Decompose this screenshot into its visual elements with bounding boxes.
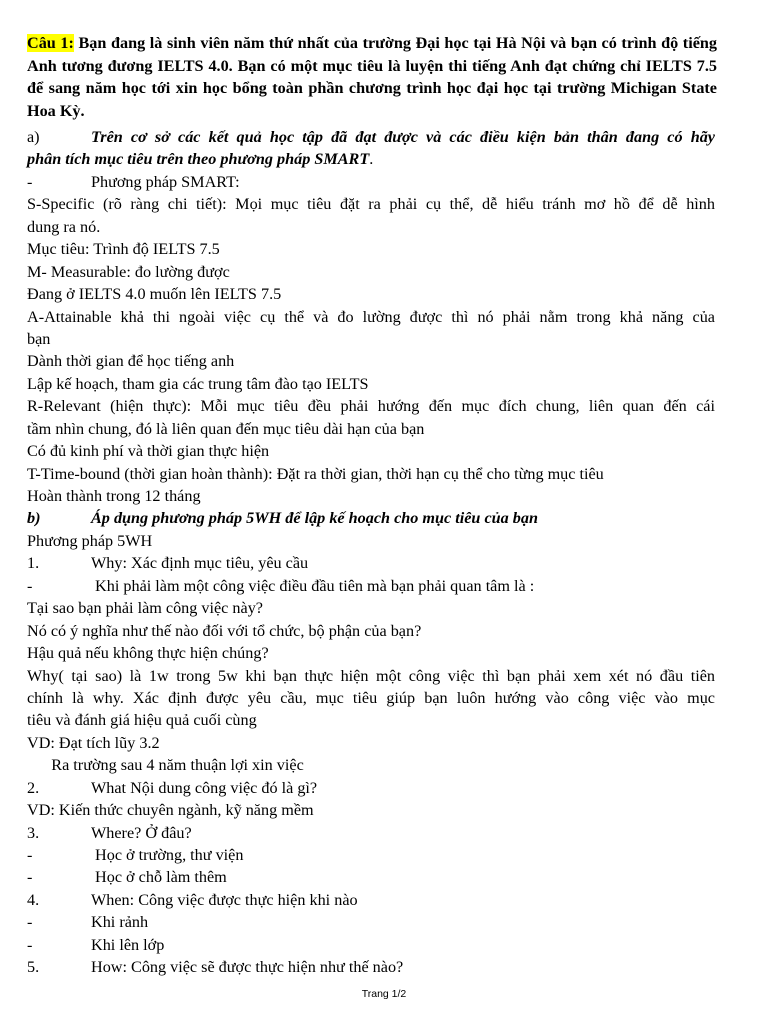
text-line bbox=[27, 687, 715, 709]
text-line bbox=[27, 126, 715, 148]
line-text: T-Time-bound (thời gian hoàn thành): Đặt ra thời gian, thời hạn cụ thể cho từng mục tiêu bbox=[27, 464, 604, 483]
line-text: When: Công việc được thực hiện khi nào bbox=[91, 890, 358, 909]
line-text: bạn bbox=[27, 329, 51, 348]
text-line bbox=[27, 642, 715, 664]
line-text: Where? Ở đâu? bbox=[91, 823, 192, 842]
line-text: Lập kế hoạch, tham gia các trung tâm đào tạo IELTS bbox=[27, 374, 369, 393]
text-line bbox=[27, 665, 715, 687]
text-line bbox=[27, 216, 715, 238]
line-text: Nó có ý nghĩa như thế nào đối với tổ chức, bộ phận của bạn? bbox=[27, 621, 422, 640]
answer-body bbox=[27, 126, 715, 979]
text-line bbox=[27, 328, 715, 350]
list-marker: - bbox=[27, 576, 33, 595]
list-marker: 2. bbox=[27, 778, 40, 797]
line-text: S-Specific (rõ ràng chi tiết): Mọi mục tiêu đặt ra phải cụ thể, dễ hiểu tránh mơ hồ để dễ hình bbox=[27, 195, 715, 214]
line-text: dung ra nó. bbox=[27, 217, 101, 236]
question-paragraph bbox=[27, 32, 717, 122]
text-line bbox=[27, 822, 715, 844]
text-line bbox=[27, 418, 715, 440]
text-line bbox=[27, 866, 715, 888]
line-text: R-Relevant (hiện thực): Mỗi mục tiêu đều phải hướng đến mục đích chung, liên quan đến cái bbox=[27, 397, 715, 416]
text-line bbox=[27, 373, 715, 395]
line-text: Tại sao bạn phải làm công việc này? bbox=[27, 599, 263, 618]
list-marker: b) bbox=[27, 509, 41, 528]
line-text: M- Measurable: đo lường được bbox=[27, 262, 230, 281]
list-marker: - bbox=[27, 868, 33, 887]
line-text: A-Attainable khả thi ngoài việc cụ thể và đo lường được thì nó phải nằm trong khả năng của bbox=[27, 307, 715, 326]
list-marker: - bbox=[27, 913, 33, 932]
text-line bbox=[27, 956, 715, 978]
line-text: Phương pháp SMART: bbox=[91, 172, 240, 191]
text-line bbox=[27, 709, 715, 731]
question-label: Câu 1: bbox=[27, 34, 74, 52]
line-text: Why( tại sao) là 1w trong 5w khi bạn thực hiện một công việc thì bạn phải xem xét nó đầu tiên bbox=[27, 666, 715, 685]
text-line bbox=[27, 911, 715, 933]
text-line bbox=[27, 552, 715, 574]
line-text: What Nội dung công việc đó là gì? bbox=[91, 778, 318, 797]
line-text: Why: Xác định mục tiêu, yêu cầu bbox=[91, 554, 309, 573]
line-text: Học ở trường, thư viện bbox=[91, 846, 244, 864]
text-line bbox=[27, 171, 715, 193]
line-text: Khi lên lớp bbox=[91, 935, 165, 954]
text-line bbox=[27, 620, 715, 642]
line-text: Hậu quả nếu không thực hiện chúng? bbox=[27, 644, 269, 663]
text-line bbox=[27, 799, 715, 821]
text-line bbox=[27, 934, 715, 956]
list-marker: a) bbox=[27, 128, 40, 146]
list-marker: 1. bbox=[27, 554, 40, 573]
text-line bbox=[27, 463, 715, 485]
text-line bbox=[27, 440, 715, 462]
text-line bbox=[27, 350, 715, 372]
text-line bbox=[27, 238, 715, 260]
text-line bbox=[27, 193, 715, 215]
line-text: Hoàn thành trong 12 tháng bbox=[27, 487, 201, 505]
line-text: chính là why. Xác định được yêu cầu, mục tiêu giúp bạn luôn hướng vào công việc vào mục bbox=[27, 688, 715, 707]
line-text: Áp dụng phương pháp 5WH để lập kế hoạch cho mục tiêu của bạn bbox=[91, 509, 538, 528]
line-text: Mục tiêu: Trình độ IELTS 7.5 bbox=[27, 240, 220, 259]
line-text: VD: Kiến thức chuyên ngành, kỹ năng mềm bbox=[27, 801, 314, 820]
text-line bbox=[27, 732, 715, 754]
line-text: tiêu và đánh giá hiệu quả cuối cùng bbox=[27, 711, 257, 730]
line-tail: . bbox=[369, 150, 374, 169]
line-text: Khi rảnh bbox=[91, 913, 149, 932]
list-marker: - bbox=[27, 846, 33, 864]
line-text: tầm nhìn chung, đó là liên quan đến mục tiêu dài hạn của bạn bbox=[27, 419, 425, 438]
text-line bbox=[27, 261, 715, 283]
list-marker: 4. bbox=[27, 890, 40, 909]
line-text: Có đủ kinh phí và thời gian thực hiện bbox=[27, 442, 270, 461]
text-line bbox=[27, 148, 715, 170]
line-text: phân tích mục tiêu trên theo phương pháp SMART bbox=[27, 150, 370, 169]
line-text: Khi phải làm một công việc điều đầu tiên mà bạn phải quan tâm là : bbox=[91, 576, 535, 595]
text-line bbox=[27, 530, 715, 552]
list-marker: 5. bbox=[27, 958, 40, 977]
line-text: Đang ở IELTS 4.0 muốn lên IELTS 7.5 bbox=[27, 285, 282, 304]
line-text: Học ở chỗ làm thêm bbox=[91, 868, 227, 887]
list-marker: - bbox=[27, 935, 33, 954]
text-line bbox=[27, 306, 715, 328]
list-marker: 3. bbox=[27, 823, 40, 842]
text-line bbox=[27, 485, 715, 507]
text-line bbox=[27, 395, 715, 417]
line-text: Ra trường sau 4 năm thuận lợi xin việc bbox=[27, 756, 304, 775]
text-line bbox=[27, 889, 715, 911]
line-text: Dành thời gian để học tiếng anh bbox=[27, 352, 235, 371]
line-text: VD: Đạt tích lũy 3.2 bbox=[27, 733, 160, 752]
line-text: How: Công việc sẽ được thực hiện như thế nào? bbox=[91, 958, 404, 977]
text-line bbox=[27, 597, 715, 619]
text-line bbox=[27, 844, 715, 866]
text-line bbox=[27, 754, 715, 776]
text-line bbox=[27, 283, 715, 305]
line-text: Trên cơ sở các kết quả học tập đã đạt được và các điều kiện bản thân đang có hãy bbox=[91, 128, 715, 146]
list-marker: - bbox=[27, 172, 33, 191]
page-number: Trang 1/2 bbox=[361, 988, 407, 1000]
text-line bbox=[27, 507, 715, 529]
question-text: Bạn đang là sinh viên năm thứ nhất của trường Đại học tại Hà Nội và bạn có trình độ tiếng Anh tương đương IELTS 4.0. Bạn có một mục tiêu là luyện thi tiếng Anh đạt chứng chỉ IELTS 7.5 để sang năm học tới xin học bổng toàn phần chương trình học đại học tại trường Michigan State Hoa Kỳ. bbox=[27, 34, 717, 120]
line-text: Phương pháp 5WH bbox=[27, 531, 153, 550]
text-line bbox=[27, 777, 715, 799]
text-line bbox=[27, 575, 715, 597]
